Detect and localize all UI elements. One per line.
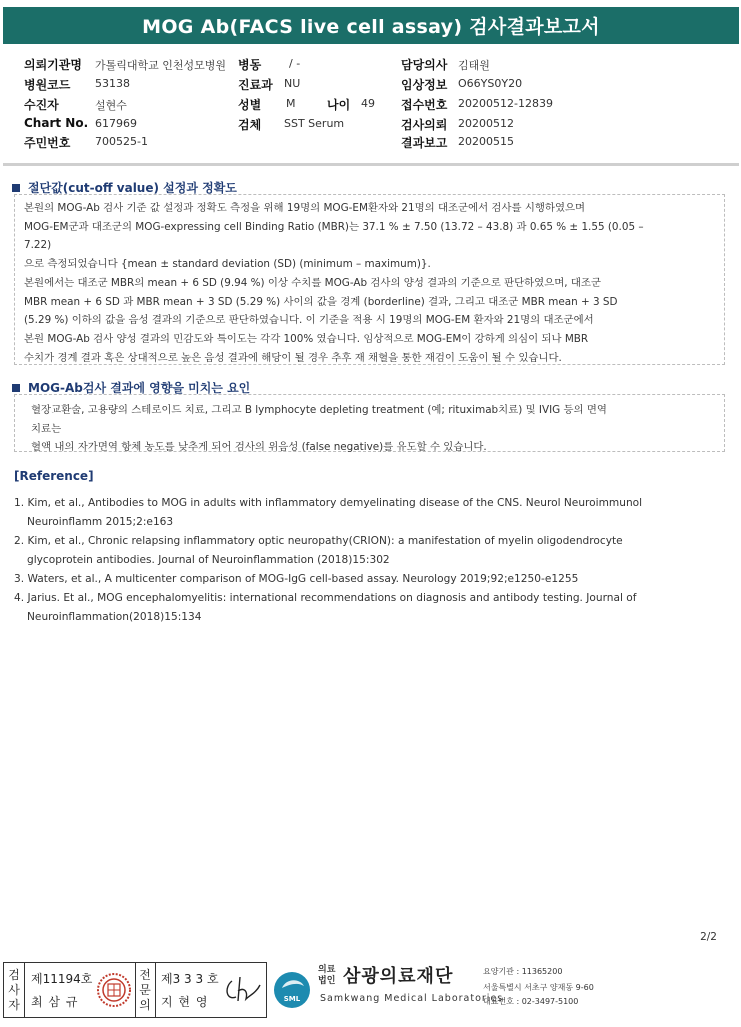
hospital-label: 의뢰기관명 bbox=[24, 58, 82, 72]
reviewer-name: 지 현 영 bbox=[161, 995, 209, 1009]
receipt-number-label: 접수번호 bbox=[401, 98, 448, 112]
resident-id-label: 주민번호 bbox=[24, 136, 71, 150]
reference-item bbox=[14, 494, 642, 532]
reference-item bbox=[14, 570, 642, 589]
ward-label: 병동 bbox=[238, 58, 262, 72]
reference-line: 3. Waters, et al., A multicenter comparison of MOG-IgG cell-based assay. Neurology 2019;92;e1250-e1255 bbox=[14, 573, 579, 585]
hospital-code-label: 병원코드 bbox=[24, 78, 71, 92]
paragraph-line: MOG-EM군과 대조군의 MOG-expressing cell Binding Ratio (MBR)는 37.1 % ± 7.50 (13.72 – 43.8) 과 0.65 % ± 1.55 (0.05 – bbox=[24, 220, 644, 233]
factors-heading-text: MOG-Ab검사 결과에 영향을 미치는 요인 bbox=[28, 381, 251, 395]
reference-item bbox=[14, 589, 642, 627]
doctor-value: 김태원 bbox=[458, 59, 490, 72]
section-divider bbox=[3, 163, 739, 166]
report-date-label: 결과보고 bbox=[401, 136, 448, 150]
signature-divider bbox=[135, 963, 136, 1017]
reviewer-label: 전문의 bbox=[139, 968, 151, 1012]
ward-value: / - bbox=[289, 57, 301, 70]
reference-line: 4. Jarius. Et al., MOG encephalomyelitis: international recommendations on diagnosis and antibody testing. Journal of bbox=[14, 592, 637, 604]
department-label: 진료과 bbox=[238, 78, 273, 92]
request-date-value: 20200512 bbox=[458, 117, 514, 130]
tester-number: 제11194호 bbox=[31, 972, 93, 986]
patient-label: 수진자 bbox=[24, 98, 59, 112]
hospital-value: 가톨릭대학교 인천성모병원 bbox=[95, 59, 227, 72]
reference-line: Neuroinflamm 2015;2:e163 bbox=[27, 516, 174, 528]
paragraph-line: 혈액 내의 자가면역 항체 농도를 낮추게 되어 검사의 위음성 (false negative)를 유도할 수 있습니다. bbox=[31, 441, 487, 454]
signature-divider bbox=[155, 963, 156, 1017]
paragraph-line: 혈장교환술, 고용량의 스테로이드 치료, 그리고 B lymphocyte depleting treatment (예; rituximab치료) 및 IVIG 등의 면역 bbox=[31, 404, 607, 416]
specimen-value: SST Serum bbox=[284, 117, 345, 130]
corp-name: 삼광의료재단 bbox=[343, 966, 454, 987]
paragraph-line: 본원에서는 대조군 MBR의 mean + 6 SD (9.94 %) 이상 수치를 MOG-Ab 검사의 양성 결과의 기준으로 판단하였으며, 대조군 bbox=[24, 276, 601, 289]
reference-list bbox=[14, 494, 642, 627]
tester-label: 검사자 bbox=[8, 968, 20, 1012]
reference-line: Neuroinflammation(2018)15:134 bbox=[27, 611, 202, 623]
report-title: MOG Ab(FACS live cell assay) 검사결과보고서 bbox=[3, 7, 739, 44]
bullet-square-icon bbox=[12, 184, 20, 192]
page-number: 2/2 bbox=[700, 931, 717, 943]
paragraph-line: 본원의 MOG-Ab 검사 기준 값 설정과 정확도 측정을 위해 19명의 MOG-EM환자와 21명의 대조군에서 검사를 시행하였으며 bbox=[24, 202, 586, 214]
institution-code: 요양기관 : 11365200 bbox=[483, 967, 563, 976]
logo-text: SML bbox=[283, 995, 301, 1003]
reference-line: 1. Kim, et al., Antibodies to MOG in adults with inflammatory demyelinating disease of the CNS. Neurol Neuroimmunol bbox=[14, 497, 643, 509]
paragraph-line: 본원 MOG-Ab 검사 양성 결과의 민감도와 특이도는 각각 100% 였습니다. 임상적으로 MOG-EM이 강하게 의심이 되나 MBR bbox=[24, 332, 589, 345]
reviewer-number: 제3 3 3 호 bbox=[161, 972, 219, 986]
paragraph-line: 치료는 bbox=[31, 422, 62, 435]
paragraph-line: (5.29 %) 이하의 값을 음성 결과의 기준으로 판단하였습니다. 이 기준을 적용 시 19명의 MOG-EM 환자와 21명의 대조군에서 bbox=[24, 314, 594, 327]
clinical-info-label: 임상정보 bbox=[401, 78, 448, 92]
patient-value: 설현수 bbox=[95, 99, 127, 112]
paragraph-line: MBR mean + 6 SD 과 MBR mean + 3 SD (5.29 %) 사이의 값을 경계 (borderline) 결과, 그리고 대조군 MBR mean + 3 SD bbox=[24, 295, 618, 308]
paragraph-line: 수치가 경계 결과 혹은 상대적으로 높은 음성 결과에 해당이 될 경우 추후 재 채혈을 통한 재검이 도움이 될 수 있습니다. bbox=[24, 351, 562, 364]
seal-stamp-icon bbox=[96, 972, 132, 1008]
age-label: 나이 bbox=[327, 98, 351, 112]
specimen-label: 검체 bbox=[238, 118, 262, 132]
signature-box bbox=[3, 962, 267, 1018]
signature-divider bbox=[24, 963, 25, 1017]
department-value: NU bbox=[284, 77, 301, 90]
sex-value: M bbox=[286, 97, 296, 110]
sex-label: 성별 bbox=[238, 98, 262, 112]
signature-icon bbox=[222, 973, 262, 1007]
reference-line: glycoprotein antibodies. Journal of Neuroinflammation (2018)15:302 bbox=[27, 554, 390, 566]
bullet-square-icon bbox=[12, 384, 20, 392]
receipt-number-value: 20200512-12839 bbox=[458, 97, 553, 110]
clinical-info-value: O66YS0Y20 bbox=[458, 77, 523, 90]
chart-no-label: Chart No. bbox=[24, 116, 89, 130]
reference-line: 2. Kim, et al., Chronic relapsing inflammatory optic neuropathy(CRION): a manifestation of myelin oligodendrocyte bbox=[14, 535, 623, 547]
age-value: 49 bbox=[361, 97, 375, 110]
paragraph-line: 으로 측정되었습니다 {mean ± standard deviation (SD) (minimum – maximum)}. bbox=[24, 258, 431, 271]
chart-no-value: 617969 bbox=[95, 117, 137, 130]
phone-number: 대표번호 : 02-3497-5100 bbox=[483, 997, 579, 1006]
cutoff-heading-text: 절단값(cut-off value) 설정과 정확도 bbox=[28, 181, 237, 195]
patient-info-block bbox=[0, 52, 741, 152]
resident-id-value: 700525-1 bbox=[95, 135, 148, 148]
request-date-label: 검사의뢰 bbox=[401, 118, 448, 132]
hospital-code-value: 53138 bbox=[95, 77, 130, 90]
corp-type: 의료법인 bbox=[318, 965, 336, 986]
reference-item bbox=[14, 532, 642, 570]
tester-name: 최 삼 규 bbox=[31, 995, 79, 1009]
reference-heading: [Reference] bbox=[14, 469, 94, 483]
report-date-value: 20200515 bbox=[458, 135, 514, 148]
doctor-label: 담당의사 bbox=[401, 58, 448, 72]
paragraph-line: 7.22) bbox=[24, 239, 52, 252]
corp-english-name: Samkwang Medical Laboratories bbox=[320, 993, 504, 1004]
address: 서울특별시 서초구 양재동 9-60 bbox=[483, 983, 594, 992]
